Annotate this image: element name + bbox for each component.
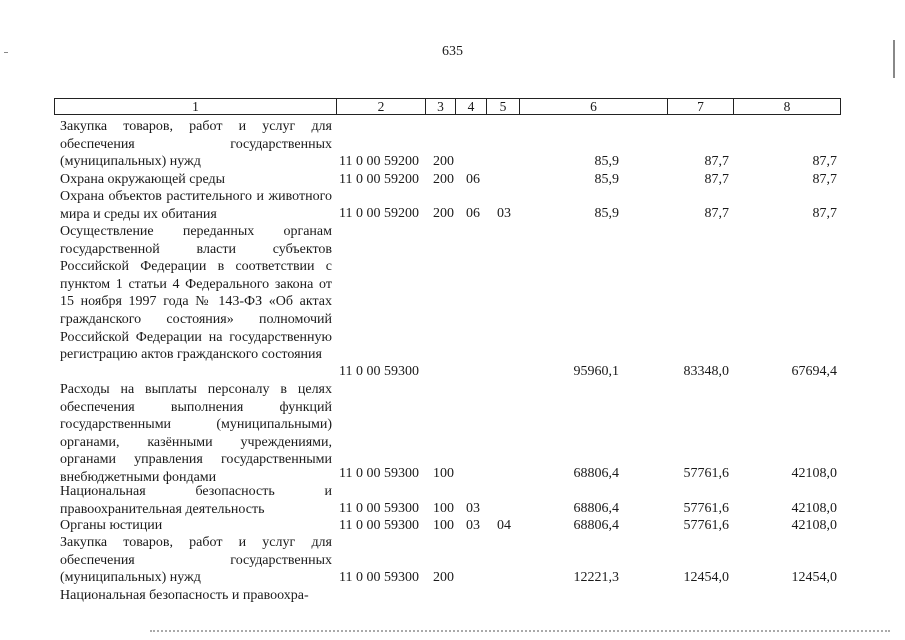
row-name: Охрана окружающей среды [60, 172, 226, 187]
row-value-col6: 85,9 [594, 154, 619, 169]
row-name: Национальная безопасность и правоохра- [60, 588, 309, 603]
row-name: Национальная безопасность и правоохранительная деятельность [60, 484, 332, 517]
row-name: Органы юстиции [60, 518, 163, 533]
row-value-col7: 57761,6 [683, 501, 729, 516]
row-value-col8: 42108,0 [791, 518, 837, 533]
row-name: Расходы на выплаты персоналу в целях обеспечения выполнения функций государственными (муниципальными) органами, казёнными учреждениями, органами управления государственными внебюджетными фондами [60, 382, 332, 485]
row-code: 11 0 00 59300 [339, 518, 419, 533]
row-pr: 04 [497, 518, 511, 533]
row-vr: 200 [433, 154, 454, 169]
header-col-1: 1 [55, 99, 337, 114]
row-name: Закупка товаров, работ и услуг для обеспечения государственных (муниципальных) нужд [60, 535, 332, 586]
row-value-col8: 42108,0 [791, 466, 837, 481]
row-code: 11 0 00 59300 [339, 364, 419, 379]
row-vr: 100 [433, 466, 454, 481]
row-name: Охрана объектов растительного и животного мира и среды их обитания [60, 189, 332, 222]
row-value-col8: 87,7 [812, 206, 837, 221]
row-value-col7: 57761,6 [683, 518, 729, 533]
row-value-col6: 12221,3 [573, 570, 619, 585]
table-header [54, 98, 841, 115]
row-value-col6: 85,9 [594, 206, 619, 221]
row-code: 11 0 00 59300 [339, 501, 419, 516]
header-col-8: 8 [783, 99, 791, 114]
row-code: 11 0 00 59300 [339, 466, 419, 481]
row-rz: 03 [466, 501, 480, 516]
row-value-col8: 87,7 [812, 172, 837, 187]
scan-edge-mark [893, 40, 895, 78]
row-value-col6: 68806,4 [573, 501, 619, 516]
row-vr: 100 [433, 518, 454, 533]
row-value-col7: 87,7 [704, 172, 729, 187]
row-rz: 06 [466, 172, 480, 187]
row-value-col6: 85,9 [594, 172, 619, 187]
row-value-col8: 42108,0 [791, 501, 837, 516]
row-name: Осуществление переданных органам государственной власти субъектов Российской Федерации в соответствии с пунктом 1 статьи 4 Федерального закона от 15 ноября 1997 года № 143-ФЗ «Об актах гражданского состояния» полномочий Российской Федерации на государственную регистрацию актов гражданского состояния [60, 224, 332, 363]
row-value-col7: 87,7 [704, 154, 729, 169]
row-name: Закупка товаров, работ и услуг для обеспечения государственных (муниципальных) нужд [60, 119, 332, 170]
row-vr: 100 [433, 501, 454, 516]
row-value-col6: 68806,4 [573, 518, 619, 533]
row-pr: 03 [497, 206, 511, 221]
row-code: 11 0 00 59200 [339, 172, 419, 187]
row-value-col8: 12454,0 [791, 570, 837, 585]
header-col-7: 7 [668, 99, 734, 114]
row-value-col7: 83348,0 [683, 364, 729, 379]
row-value-col6: 68806,4 [573, 466, 619, 481]
header-col-5: 5 [487, 99, 520, 114]
row-rz: 06 [466, 206, 480, 221]
row-code: 11 0 00 59200 [339, 206, 419, 221]
row-value-col6: 95960,1 [573, 364, 619, 379]
row-vr: 200 [433, 570, 454, 585]
header-col-4: 4 [456, 99, 487, 114]
row-vr: 200 [433, 206, 454, 221]
row-code: 11 0 00 59200 [339, 154, 419, 169]
header-col-3: 3 [426, 99, 456, 114]
scan-bottom-noise [150, 630, 890, 632]
row-rz: 03 [466, 518, 480, 533]
page-number: 635 [442, 44, 463, 59]
row-value-col7: 57761,6 [683, 466, 729, 481]
row-vr: 200 [433, 172, 454, 187]
header-col-2: 2 [337, 99, 426, 114]
row-value-col7: 12454,0 [683, 570, 729, 585]
row-value-col8: 67694,4 [791, 364, 837, 379]
row-value-col7: 87,7 [704, 206, 729, 221]
row-code: 11 0 00 59300 [339, 570, 419, 585]
scan-edge-mark [4, 52, 8, 53]
header-col-6: 6 [520, 99, 668, 114]
row-value-col8: 87,7 [812, 154, 837, 169]
